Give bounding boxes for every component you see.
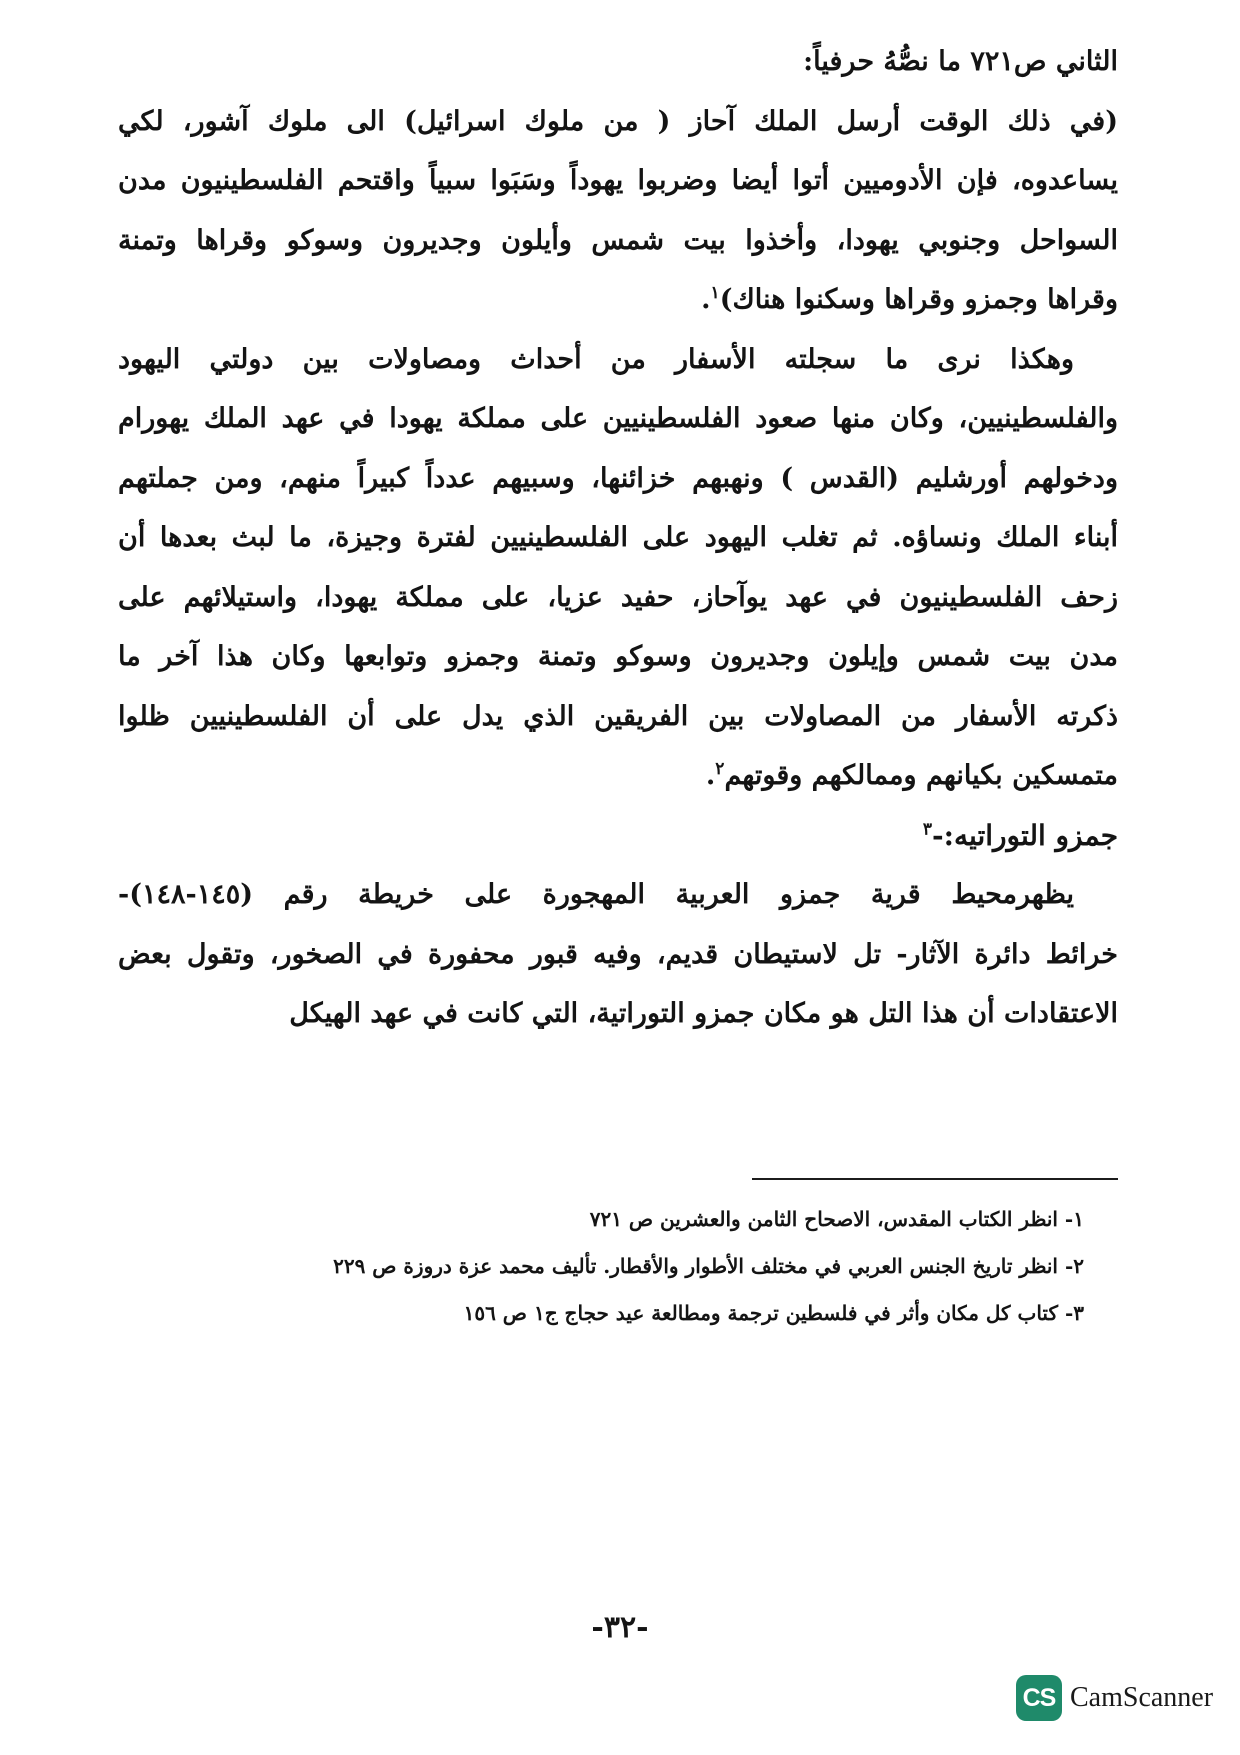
camscanner-watermark [1016,1674,1213,1722]
text-line: السواحل وجنوبي يهودا، وأخذوا بيت شمس وأيلون وجديرون وسوكو وقراها وتمنة [118,224,1118,256]
text-line: (في ذلك الوقت أرسل الملك آحاز ( من ملوك اسرائيل) الى ملوك آشور، لكي [118,105,1118,137]
footnote-ref: ٢ [715,759,725,779]
text-line [118,270,1118,330]
camscanner-label: CamScanner [1070,1682,1214,1713]
camscanner-logo-icon: CS [1016,1675,1062,1721]
footnote-ref: ١ [710,283,720,303]
text-line [118,746,1118,806]
text-line: يظهرمحيط قرية جمزو العربية المهجورة على خريطة رقم (١٤٥-١٤٨)- [118,879,1074,910]
section-heading [118,806,1118,866]
text-segment: متمسكين بكيانهم وممالكهم وقوتهم [724,760,1118,791]
text-line: يساعدوه، فإن الأدوميين أتوا أيضا وضربوا يهوداً وسَبَوا سبياً واقتحم الفلسطينيون مدن [118,165,1118,196]
text-line: ودخولهم أورشليم (القدس ) ونهبهم خزائنها، وسبيهم عدداً كبيراً منهم، ومن جملتهم [118,462,1118,494]
text-segment: . [705,760,716,791]
footnote: ١- انظر الكتاب المقدس، الاصحاح الثامن والعشرين ص ٧٢١ [589,1207,1084,1231]
text-segment: وقراها وجمزو وقراها وسكنوا هناك) [719,284,1118,315]
text-line: الاعتقادات أن هذا التل هو مكان جمزو التوراتية، التي كانت في عهد الهيكل [289,998,1118,1029]
text-line: خرائط دائرة الآثار- تل لاستيطان قديم، وفيه قبور محفورة في الصخور، وتقول بعض [118,938,1118,970]
footnote: ٣- كتاب كل مكان وأثر في فلسطين ترجمة ومطالعة عيد حجاج ج١ ص ١٥٦ [463,1301,1084,1325]
footnote: ٢- انظر تاريخ الجنس العربي في مختلف الأطوار والأقطار. تأليف محمد عزة دروزة ص ٢٢٩ [333,1254,1084,1278]
footnotes [118,1196,1098,1337]
page-number: -٣٢- [591,1610,649,1645]
text-line: زحف الفلسطينيون في عهد يوآحاز، حفيد عزيا، على مملكة يهودا، واستيلائهم على [118,581,1118,613]
footnote-separator [752,1178,1118,1180]
text-line: أبناء الملك ونساؤه. ثم تغلب اليهود على الفلسطينيين لفترة وجيزة، ما لبث بعدها أن [118,522,1118,553]
text-line: والفلسطينيين، وكان منها صعود الفلسطينيين على مملكة يهودا في عهد الملك يهورام [118,403,1118,434]
body-text [118,32,1118,1044]
text-segment: . [701,284,711,315]
text-line: مدن بيت شمس وإيلون وجديرون وسوكو وتمنة وجمزو وتوابعها وكان هذا آخر ما [118,641,1118,672]
footnote-ref: ٣ [922,819,933,840]
text-line: ذكرته الأسفار من المصاولات بين الفريقين الذي يدل على أن الفلسطينيين ظلوا [118,700,1118,732]
section-heading-text: جمزو التوراتيه:- [932,818,1118,852]
text-line: الثاني ص٧٢١ ما نصُّهُ حرفياً: [803,46,1118,77]
text-line: وهكذا نرى ما سجلته الأسفار من أحداث ومصاولات بين دولتي اليهود [118,343,1074,375]
